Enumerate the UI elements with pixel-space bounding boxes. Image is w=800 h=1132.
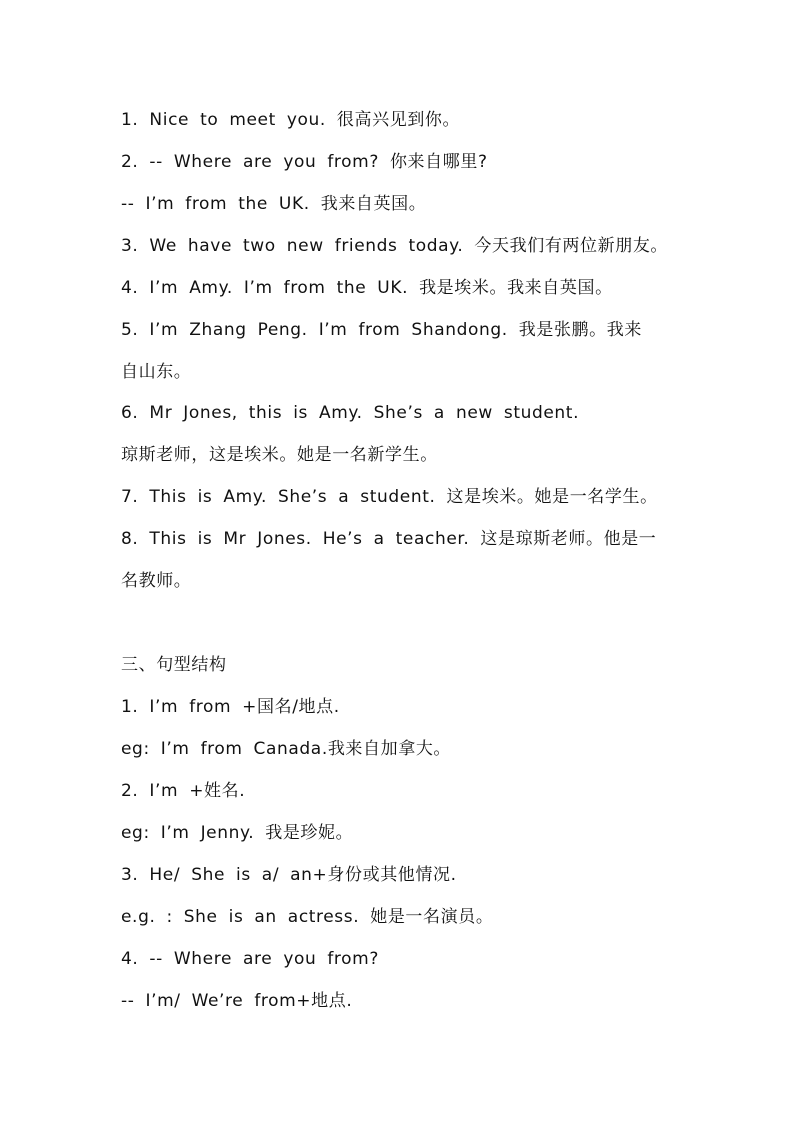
sentence-1: 1. Nice to meet you. 很高兴见到你。 <box>121 110 461 130</box>
sentence-2-question: 2. -- Where are you from? 你来自哪里? <box>121 152 488 172</box>
pattern-3-example: e.g. : She is an actress. 她是一名演员。 <box>121 907 494 927</box>
sentence-6: 6. Mr Jones, this is Amy. She’s a new student. <box>121 403 580 423</box>
sentence-4: 4. I’m Amy. I’m from the UK. 我是埃米。我来自英国。 <box>121 278 613 298</box>
sentence-8: 8. This is Mr Jones. He’s a teacher. 这是琼斯老师。他是一 <box>121 529 657 549</box>
pattern-4-answer: -- I’m/ We’re from+地点. <box>121 991 353 1011</box>
sentence-5: 5. I’m Zhang Peng. I’m from Shandong. 我是张鹏。我来 <box>121 320 642 340</box>
sentence-5-continued: 自山东。 <box>121 362 192 382</box>
sentence-3: 3. We have two new friends today. 今天我们有两位新朋友。 <box>121 236 669 256</box>
section-heading: 三、句型结构 <box>121 655 227 675</box>
sentence-7: 7. This is Amy. She’s a student. 这是埃米。她是一名学生。 <box>121 487 658 507</box>
pattern-3: 3. He/ She is a/ an+身份或其他情况. <box>121 865 457 885</box>
sentence-6-translation: 琼斯老师，这是埃米。她是一名新学生。 <box>121 445 438 465</box>
sentence-8-continued: 名教师。 <box>121 571 192 591</box>
pattern-1: 1. I’m from +国名/地点. <box>121 697 340 717</box>
pattern-2-example: eg: I’m Jenny. 我是珍妮。 <box>121 823 354 843</box>
pattern-1-example: eg: I’m from Canada.我来自加拿大。 <box>121 739 452 759</box>
pattern-4-question: 4. -- Where are you from? <box>121 949 379 969</box>
pattern-2: 2. I’m +姓名. <box>121 781 246 801</box>
sentence-2-answer: -- I’m from the UK. 我来自英国。 <box>121 194 427 214</box>
